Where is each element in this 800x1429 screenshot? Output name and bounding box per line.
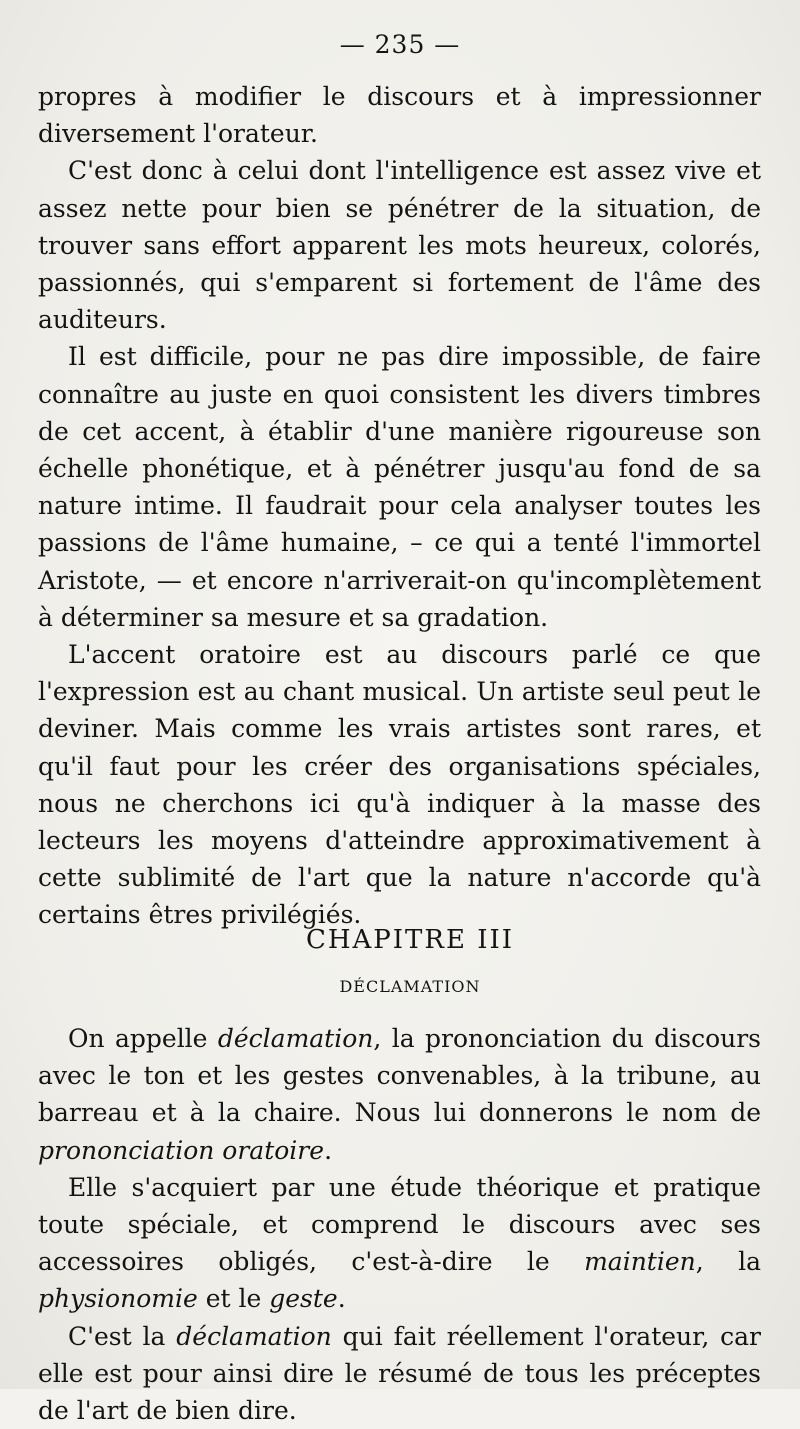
text-run: . [337,1284,346,1314]
text-run: qui fait réellement l'orateur, car elle est pour ainsi dire le résumé de tous les préceptes de l'art de bien dire. [38,1321,762,1426]
italic-term: déclamation [176,1321,332,1351]
chapter-title: CHAPITRE III [305,925,515,955]
text-run: , la [695,1247,761,1277]
italic-term: déclamation [217,1024,374,1053]
italic-term: physionomie [38,1284,198,1314]
text-run: et le [197,1284,270,1314]
text-run: , la prononciation du discours avec le ton et les gestes convenables, à la tribune, au barreau et à la chaire. Nous lui donnerons le nom de [38,1024,762,1128]
paragraph-declamation-definition [38,1020,761,1169]
paragraph-4: L'accent oratoire est au discours parlé ce que l'expression est au chant musical. Un artiste seul peut le deviner. Mais comme les vrais artistes sont rares, et qu'il faut pour les créer des organisations spéciales, nous ne cherchons ici qu'à indiquer à la masse des lecteurs les moyens d'atteindre approximativement à cette sublimité de l'art que la nature n'accorde qu'à certains êtres privilégiés. [38,640,761,930]
italic-term: geste [269,1284,338,1314]
paragraph-2: C'est donc à celui dont l'intelligence est assez vive et assez nette pour bien se pénétrer de la situation, de trouver sans effort apparent les mots heureux, colorés, passionnés, qui s'emparent si fortement de l'âme des auditeurs. [38,156,761,335]
italic-term: maintien [584,1247,696,1277]
paragraph-3: Il est difficile, pour ne pas dire impossible, de faire connaître au juste en quoi consistent les divers timbres de cet accent, à établir d'une manière rigoureuse son échelle phonétique, et à pénétrer jusqu'au fond de sa nature intime. Il faudrait pour cela analyser toutes les passions de l'âme humaine, – ce qui a tenté l'immortel Aristote, — et encore n'arriverait-on qu'incomplètement à déterminer sa mesure et sa gradation. [38,342,761,632]
text-run: Elle s'acquiert par une étude théorique et pratique toute spéciale, et comprend le discours avec ses accessoires obligés, c'est-à-dire le [38,1172,761,1277]
section-declamation [38,1020,761,1429]
paragraph-declamation-orateur [38,1318,761,1429]
text-run: C'est la [68,1321,177,1351]
text-run: On appelle [68,1024,218,1053]
italic-term: prononciation oratoire [38,1135,325,1165]
page-number: — 235 — [339,30,461,59]
paragraph-declamation-study [38,1169,761,1318]
paragraph-1: propres à modifier le discours et à impressionner diversement l'orateur. [38,82,761,149]
section-accent-oratoire [38,78,761,934]
chapter-subtitle: DÉCLAMATION [339,977,481,996]
text-run: . [324,1135,333,1165]
